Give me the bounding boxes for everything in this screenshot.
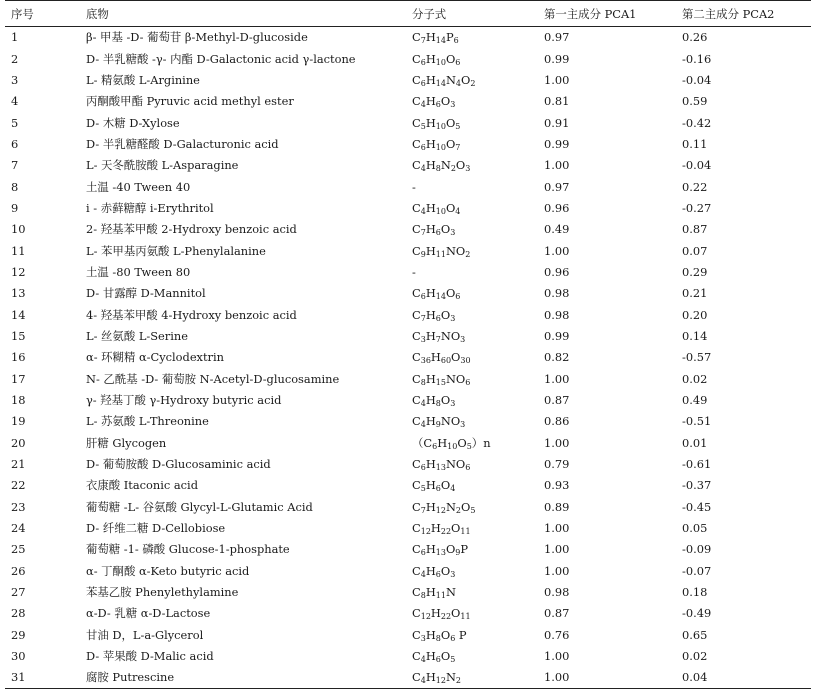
pca1-value: 1.00 xyxy=(544,667,682,688)
pca2-value: 0.29 xyxy=(682,264,708,279)
pca2-value: -0.61 xyxy=(682,457,712,472)
pca1-value: 1.00 xyxy=(544,521,570,536)
pca2-value: -0.04 xyxy=(682,158,712,173)
pca1-value: 0.96 xyxy=(544,264,570,279)
header-row xyxy=(5,1,811,27)
molecular-formula: $C_6H_{14}O_6$ xyxy=(412,286,461,302)
pca2-value: 0.14 xyxy=(682,328,708,343)
substrate-name: D- 葡萄胺酸 D-Glucosaminic acid xyxy=(86,457,271,472)
row-number: 12 xyxy=(11,264,26,279)
molecular-formula: - xyxy=(412,179,416,194)
row-number: 9 xyxy=(11,200,19,215)
row-number: 4 xyxy=(11,94,19,109)
molecular-formula: $C_8H_{11}N$ xyxy=(412,585,456,601)
molecular-formula: $C_4H_8O_3$ xyxy=(412,393,456,409)
substrate-name: 甘油 D，L-a-Glycerol xyxy=(86,627,204,642)
pca2-value: 0.20 xyxy=(682,307,708,322)
substrate-name: 丙酮酸甲酯 Pyruvic acid methyl ester xyxy=(86,94,294,109)
pca1-value: 0.93 xyxy=(544,478,570,493)
molecular-formula: $C_5H_{10}O_5$ xyxy=(412,115,461,131)
substrate-name: N- 乙酰基 -D- 葡萄胺 N-Acetyl-D-glucosamine xyxy=(86,371,340,386)
pca2-value: -0.07 xyxy=(682,563,712,578)
table-row xyxy=(5,453,811,474)
substrate-name: β- 甲基 -D- 葡萄苷 β-Methyl-D-glucoside xyxy=(86,30,308,45)
pca1-value: 0.81 xyxy=(544,94,570,109)
row-number: 2 xyxy=(11,51,19,66)
header-pca2: 第二主成分 PCA2 xyxy=(682,1,811,27)
table-row xyxy=(5,197,811,218)
pca2-value: 0.22 xyxy=(682,179,708,194)
pca2-value: 0.04 xyxy=(682,667,811,688)
substrate-name: L- 丝氨酸 L-Serine xyxy=(86,328,188,343)
row-number: 8 xyxy=(11,179,19,194)
pca2-value: -0.16 xyxy=(682,51,712,66)
substrate-name: 2- 羟基苯甲酸 2-Hydroxy benzoic acid xyxy=(86,222,297,237)
pca2-value: 0.21 xyxy=(682,286,708,301)
pca2-value: 0.49 xyxy=(682,393,708,408)
row-number: 18 xyxy=(11,393,26,408)
pca1-value: 0.82 xyxy=(544,350,570,365)
pca1-value: 1.00 xyxy=(544,649,570,664)
table-row xyxy=(5,283,811,304)
molecular-formula: $C_6H_{13}NO_6$ xyxy=(412,457,471,473)
substrate-name: D- 半乳糖酸 -γ- 内酯 D-Galactonic acid γ-lactone xyxy=(86,51,356,66)
pca1-value: 0.98 xyxy=(544,307,570,322)
pca1-value: 1.00 xyxy=(544,435,570,450)
substrate-name: 衣康酸 Itaconic acid xyxy=(86,478,198,493)
row-number: 31 xyxy=(5,667,86,688)
pca1-value: 0.99 xyxy=(544,51,570,66)
substrate-name: L- 精氨酸 L-Arginine xyxy=(86,72,200,87)
pca2-value: 0.11 xyxy=(682,136,708,151)
pca2-value: -0.42 xyxy=(682,115,712,130)
molecular-formula: $C_5H_6O_4$ xyxy=(412,478,456,494)
pca1-value: 0.97 xyxy=(544,30,570,45)
table-row xyxy=(5,368,811,389)
substrate-name: D- 苹果酸 D-Malic acid xyxy=(86,649,214,664)
pca2-value: 0.01 xyxy=(682,435,708,450)
pca1-value: 0.91 xyxy=(544,115,570,130)
molecular-formula: $C_4H_6O_5$ xyxy=(412,649,456,665)
table-row xyxy=(5,560,811,581)
substrate-name: D- 木糖 D-Xylose xyxy=(86,115,180,130)
pca1-value: 1.00 xyxy=(544,243,570,258)
table-row xyxy=(5,603,811,624)
substrate-name: L- 苯甲基丙氨酸 L-Phenylalanine xyxy=(86,243,266,258)
substrate-name: γ- 羟基丁酸 γ-Hydroxy butyric acid xyxy=(86,393,282,408)
row-number: 3 xyxy=(11,72,19,87)
substrate-name: 4- 羟基苯甲酸 4-Hydroxy benzoic acid xyxy=(86,307,297,322)
row-number: 1 xyxy=(11,30,19,45)
molecular-formula: $C_4H_{12}N_2$ xyxy=(412,667,544,688)
row-number: 21 xyxy=(11,457,26,472)
row-number: 30 xyxy=(11,649,26,664)
molecular-formula: $C_6H_{10}O_7$ xyxy=(412,136,461,152)
table-row xyxy=(5,496,811,517)
pca1-value: 0.98 xyxy=(544,585,570,600)
row-number: 26 xyxy=(11,563,26,578)
substrate-name: α- 丁酮酸 α-Keto butyric acid xyxy=(86,563,250,578)
row-number: 6 xyxy=(11,136,19,151)
pca1-value: 0.99 xyxy=(544,136,570,151)
table-row xyxy=(5,133,811,154)
molecular-formula: $C_{12}H_{22}O_{11}$ xyxy=(412,606,471,622)
table-row xyxy=(5,581,811,602)
header-substrate: 底物 xyxy=(86,1,412,27)
pca2-value: 0.65 xyxy=(682,627,708,642)
substrate-name: 葡萄糖 -1- 磷酸 Glucose-1-phosphate xyxy=(86,542,290,557)
substrate-name: 土温 -40 Tween 40 xyxy=(86,179,191,194)
table-row xyxy=(5,27,811,48)
molecular-formula: $C_6H_{14}N_4O_2$ xyxy=(412,72,476,88)
molecular-formula: $C_4H_6O_3$ xyxy=(412,94,456,110)
pca2-value: -0.37 xyxy=(682,478,712,493)
pca2-value: -0.04 xyxy=(682,72,712,87)
pca1-value: 1.00 xyxy=(544,72,570,87)
substrate-name: D- 甘露醇 D-Mannitol xyxy=(86,286,206,301)
substrate-name: 土温 -80 Tween 80 xyxy=(86,264,191,279)
pca2-value: -0.45 xyxy=(682,499,712,514)
pca1-value: 0.87 xyxy=(544,606,570,621)
molecular-formula: $C_3H_7NO_3$ xyxy=(412,328,466,344)
molecular-formula: $C_4H_8N_2O_3$ xyxy=(412,158,471,174)
row-number: 20 xyxy=(11,435,26,450)
molecular-formula: $C_7H_6O_3$ xyxy=(412,222,456,238)
table-row xyxy=(5,304,811,325)
table-header xyxy=(5,1,811,27)
row-number: 10 xyxy=(11,222,26,237)
molecular-formula: $C_7H_{12}N_2O_5$ xyxy=(412,499,476,515)
table-row xyxy=(5,347,811,368)
table-row xyxy=(5,219,811,240)
pca2-value: -0.49 xyxy=(682,606,712,621)
pca1-value: 0.99 xyxy=(544,328,570,343)
pca2-value: 0.87 xyxy=(682,222,708,237)
pca1-value: 1.00 xyxy=(544,563,570,578)
substrate-name: 肝糖 Glycogen xyxy=(86,435,167,450)
pca2-value: -0.27 xyxy=(682,200,712,215)
pca1-value: 0.76 xyxy=(544,627,570,642)
table-row xyxy=(5,69,811,90)
molecular-formula: $C_9H_{11}NO_2$ xyxy=(412,243,471,259)
table-row xyxy=(5,389,811,410)
row-number: 16 xyxy=(11,350,26,365)
pca-loadings-table xyxy=(5,0,811,689)
molecular-formula: $C_3H_8O_6$ P xyxy=(412,627,467,643)
table-row xyxy=(5,325,811,346)
molecular-formula: - xyxy=(412,264,416,279)
pca2-value: 0.05 xyxy=(682,521,708,536)
pca1-value: 0.89 xyxy=(544,499,570,514)
row-number: 24 xyxy=(11,521,26,536)
pca1-value: 0.98 xyxy=(544,286,570,301)
molecular-formula: $C_8H_{15}NO_6$ xyxy=(412,371,471,387)
row-number: 23 xyxy=(11,499,26,514)
row-number: 27 xyxy=(11,585,26,600)
pca1-value: 0.79 xyxy=(544,457,570,472)
molecular-formula: $C_7H_6O_3$ xyxy=(412,307,456,323)
row-number: 22 xyxy=(11,478,26,493)
pca1-value: 1.00 xyxy=(544,158,570,173)
table-row xyxy=(5,240,811,261)
substrate-name: 腐胺 Putrescine xyxy=(86,667,412,688)
row-number: 7 xyxy=(11,158,19,173)
pca1-value: 0.87 xyxy=(544,393,570,408)
table-row xyxy=(5,517,811,538)
table-row xyxy=(5,176,811,197)
row-number: 15 xyxy=(11,328,26,343)
table-row xyxy=(5,475,811,496)
table-body xyxy=(5,27,811,689)
substrate-name: i - 赤藓糖醇 i-Erythritol xyxy=(86,200,214,215)
table-row xyxy=(5,432,811,453)
pca1-value: 0.97 xyxy=(544,179,570,194)
row-number: 17 xyxy=(11,371,26,386)
pca1-value: 1.00 xyxy=(544,542,570,557)
row-number: 19 xyxy=(11,414,26,429)
header-no: 序号 xyxy=(5,1,86,27)
substrate-name: α- 环糊精 α-Cyclodextrin xyxy=(86,350,224,365)
row-number: 11 xyxy=(11,243,26,258)
molecular-formula: $C_4H_6O_3$ xyxy=(412,563,456,579)
molecular-formula: $C_4H_9NO_3$ xyxy=(412,414,466,430)
pca1-value: 0.49 xyxy=(544,222,570,237)
substrate-name: D- 半乳糖醛酸 D-Galacturonic acid xyxy=(86,136,279,151)
pca2-value: 0.18 xyxy=(682,585,708,600)
row-number: 14 xyxy=(11,307,26,322)
pca2-value: -0.51 xyxy=(682,414,712,429)
row-number: 5 xyxy=(11,115,19,130)
table-row xyxy=(5,624,811,645)
molecular-formula: $(C_6H_{10}O_5)n$ xyxy=(412,435,491,451)
substrate-name: L- 苏氨酸 L-Threonine xyxy=(86,414,209,429)
molecular-formula: $C_7H_{14}P_6$ xyxy=(412,30,459,46)
table-row xyxy=(5,155,811,176)
row-number: 25 xyxy=(11,542,26,557)
substrate-name: D- 纤维二糖 D-Cellobiose xyxy=(86,521,226,536)
substrate-name: α-D- 乳糖 α-D-Lactose xyxy=(86,606,211,621)
pca1-value: 1.00 xyxy=(544,371,570,386)
table-row xyxy=(5,112,811,133)
pca2-value: 0.02 xyxy=(682,371,708,386)
pca2-value: 0.26 xyxy=(682,30,708,45)
row-number: 29 xyxy=(11,627,26,642)
pca2-value: -0.57 xyxy=(682,350,712,365)
substrate-name: 葡萄糖 -L- 谷氨酸 Glycyl-L-Glutamic Acid xyxy=(86,499,313,514)
molecular-formula: $C_6H_{13}O_9P$ xyxy=(412,542,469,558)
row-number: 13 xyxy=(11,286,26,301)
header-formula: 分子式 xyxy=(412,1,544,27)
substrate-name: 苯基乙胺 Phenylethylamine xyxy=(86,585,239,600)
molecular-formula: $C_{36}H_{60}O_{30}$ xyxy=(412,350,471,366)
molecular-formula: $C_4H_{10}O_4$ xyxy=(412,200,461,216)
table-row xyxy=(5,261,811,282)
header-pca1: 第一主成分 PCA1 xyxy=(544,1,682,27)
pca2-value: -0.09 xyxy=(682,542,712,557)
table-row xyxy=(5,667,811,688)
pca2-value: 0.59 xyxy=(682,94,708,109)
pca-table-container xyxy=(5,0,811,689)
row-number: 28 xyxy=(11,606,26,621)
pca2-value: 0.02 xyxy=(682,649,708,664)
pca1-value: 0.96 xyxy=(544,200,570,215)
molecular-formula: $C_6H_{10}O_6$ xyxy=(412,51,461,67)
table-row xyxy=(5,91,811,112)
pca2-value: 0.07 xyxy=(682,243,708,258)
table-row xyxy=(5,48,811,69)
pca1-value: 0.86 xyxy=(544,414,570,429)
table-row xyxy=(5,411,811,432)
table-row xyxy=(5,539,811,560)
substrate-name: L- 天冬酰胺酸 L-Asparagine xyxy=(86,158,239,173)
molecular-formula: $C_{12}H_{22}O_{11}$ xyxy=(412,521,471,537)
table-row xyxy=(5,645,811,666)
